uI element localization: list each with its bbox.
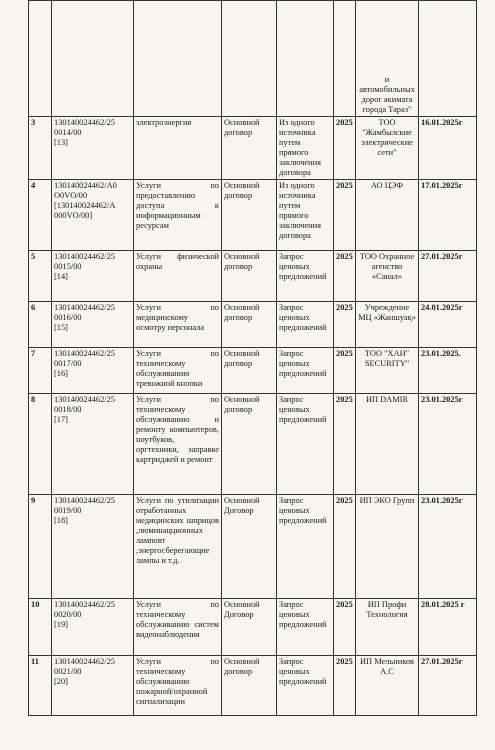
contract-type-cell: Основной Договор — [222, 599, 277, 656]
contract-id: 130140024462/25 0018/00 — [54, 395, 115, 414]
contract-ref: [130140024462/A 000VO/00] — [54, 201, 115, 220]
procurement-method-cell: Запрос ценовых предложений — [277, 348, 334, 394]
supplier-cell: ТОО "Жамбылскиe электрические сети" — [356, 117, 419, 180]
contract-type-cell: Основной договор — [222, 180, 277, 251]
contract-id-cell — [52, 656, 134, 716]
subject-cell: Услуги по утилизации отработанных медицинских шприцов ,люминацционных ламповт ,энергосберегающие лампы и т.д. — [134, 495, 222, 599]
year-cell: 2025 — [334, 251, 356, 302]
procurement-method-cell: Запрос ценовых предложений — [277, 251, 334, 302]
row-number: 11 — [29, 656, 52, 716]
year-cell: 2025 — [334, 394, 356, 495]
table-row — [29, 180, 477, 251]
contract-id: 130140024462/A0 O0VO/00 — [54, 181, 117, 200]
row-number: 3 — [29, 117, 52, 180]
subject-cell — [134, 1, 222, 117]
contract-ref: [15] — [54, 323, 68, 332]
subject-cell: Услуги по техническому обслуживанию пожарной/охранной сигнализации — [134, 656, 222, 716]
contract-ref: [20] — [54, 677, 68, 686]
supplier-cell: ИП DAMIR — [356, 394, 419, 495]
contract-ref: [17] — [54, 415, 68, 424]
table-row — [29, 117, 477, 180]
year-cell: 2025 — [334, 495, 356, 599]
table-row — [29, 251, 477, 302]
subject-cell: Услуги по медицинскому осмотру персонала — [134, 302, 222, 348]
table-row — [29, 348, 477, 394]
contract-type-cell: Основной договор — [222, 251, 277, 302]
contract-id-cell — [52, 348, 134, 394]
subject-cell: Услуги по техническому обслуживанию тревожной кнопки — [134, 348, 222, 394]
contract-id: 130140024462/25 0021/00 — [54, 657, 115, 676]
contract-id: 130140024462/25 0016/00 — [54, 303, 115, 322]
contract-id-cell — [52, 599, 134, 656]
contract-id-cell — [52, 302, 134, 348]
date-cell: 24.01.2025г — [419, 302, 477, 348]
procurement-method-cell: Из одного источника путем прямого заключения договора — [277, 117, 334, 180]
year-cell: 2025 — [334, 348, 356, 394]
supplier-cell: ИП Мельников А.С — [356, 656, 419, 716]
row-number: 9 — [29, 495, 52, 599]
table-row — [29, 495, 477, 599]
supplier-cell: ТОО Охранное агенство «Санал» — [356, 251, 419, 302]
contract-id: 130140024462/25 0017/00 — [54, 349, 115, 368]
year-cell: 2025 — [334, 599, 356, 656]
contract-ref: [14] — [54, 272, 68, 281]
contract-id-cell — [52, 180, 134, 251]
table-row — [29, 1, 477, 117]
year-cell: 2025 — [334, 302, 356, 348]
contract-type-cell: Основной договор — [222, 656, 277, 716]
id-cell — [52, 1, 134, 117]
procurement-method-cell: Запрос ценовых предложений — [277, 599, 334, 656]
supplier-cell: ТОО "ХАН" SECURITY" — [356, 348, 419, 394]
row-number: 7 — [29, 348, 52, 394]
date-cell: 27.01.2025г — [419, 656, 477, 716]
supplier-cell: и автомобильных дорог акимата города Тараз" — [356, 1, 419, 117]
contract-type-cell: Основной договор — [222, 348, 277, 394]
subject-cell: Услуги по техническому обслуживанию и ремонту компьютеров, ноутбуков, оргтехники, заправке картриджей и ремонт — [134, 394, 222, 495]
contract-type-cell: Основной договор — [222, 117, 277, 180]
contracts-table — [28, 0, 477, 716]
table-row — [29, 394, 477, 495]
contract-ref: [18] — [54, 516, 68, 525]
num-cell — [29, 1, 52, 117]
row-number: 10 — [29, 599, 52, 656]
row-number: 8 — [29, 394, 52, 495]
date-cell: 23.01.2025г — [419, 394, 477, 495]
contract-type-cell — [222, 1, 277, 117]
contract-id: 130140024462/25 0020/00 — [54, 600, 115, 619]
contract-type-cell: Основной договор — [222, 394, 277, 495]
table-row — [29, 599, 477, 656]
contract-id: 130140024462/25 0015/00 — [54, 252, 115, 271]
year-cell: 2025 — [334, 656, 356, 716]
date-cell — [419, 1, 477, 117]
supplier-cell: Учреждение МЦ «Жаншуақ» — [356, 302, 419, 348]
table-row — [29, 302, 477, 348]
date-cell: 17.01.2025г — [419, 180, 477, 251]
subject-cell: Услуги по техническому обслуживанию систем видеонаблюдения — [134, 599, 222, 656]
contract-ref: [13] — [54, 138, 68, 147]
contract-id-cell — [52, 117, 134, 180]
year-cell: 2025 — [334, 117, 356, 180]
subject-cell: Услуги физической охраны — [134, 251, 222, 302]
contract-ref: [19] — [54, 620, 68, 629]
method-cell — [277, 1, 334, 117]
contract-type-cell: Основной договор — [222, 302, 277, 348]
procurement-method-cell: Из одного источника путем прямого заключения договора — [277, 180, 334, 251]
procurement-method-cell: Запрос ценовых предложений — [277, 394, 334, 495]
date-cell: 23.01.2025. — [419, 348, 477, 394]
year-cell — [334, 1, 356, 117]
contract-id-cell — [52, 394, 134, 495]
row-number: 4 — [29, 180, 52, 251]
procurement-method-cell: Запрос ценовых предложений — [277, 656, 334, 716]
date-cell: 28.01.2025 г — [419, 599, 477, 656]
procurement-method-cell: Запрос ценовых предложений — [277, 302, 334, 348]
procurement-method-cell: Запрос ценовых предложений — [277, 495, 334, 599]
supplier-cell: ИП ЭКО Групп — [356, 495, 419, 599]
year-cell: 2025 — [334, 180, 356, 251]
contract-id-cell — [52, 495, 134, 599]
contract-ref: [16] — [54, 369, 68, 378]
supplier-cell: АО ЦЭФ — [356, 180, 419, 251]
date-cell: 23.01.2025г — [419, 495, 477, 599]
contract-id-cell — [52, 251, 134, 302]
subject-cell: Услуги по предоставлению доступа к информационным ресурсам — [134, 180, 222, 251]
date-cell: 27.01.2025г — [419, 251, 477, 302]
supplier-cell: ИП Профи Технология — [356, 599, 419, 656]
contract-id: 130140024462/25 0014/00 — [54, 118, 115, 137]
contract-type-cell: Основной Договор — [222, 495, 277, 599]
row-number: 5 — [29, 251, 52, 302]
date-cell: 16.01.2025г — [419, 117, 477, 180]
subject-cell: электроэнергия — [134, 117, 222, 180]
table-row — [29, 656, 477, 716]
row-number: 6 — [29, 302, 52, 348]
contract-id: 130140024462/25 0019/00 — [54, 496, 115, 515]
